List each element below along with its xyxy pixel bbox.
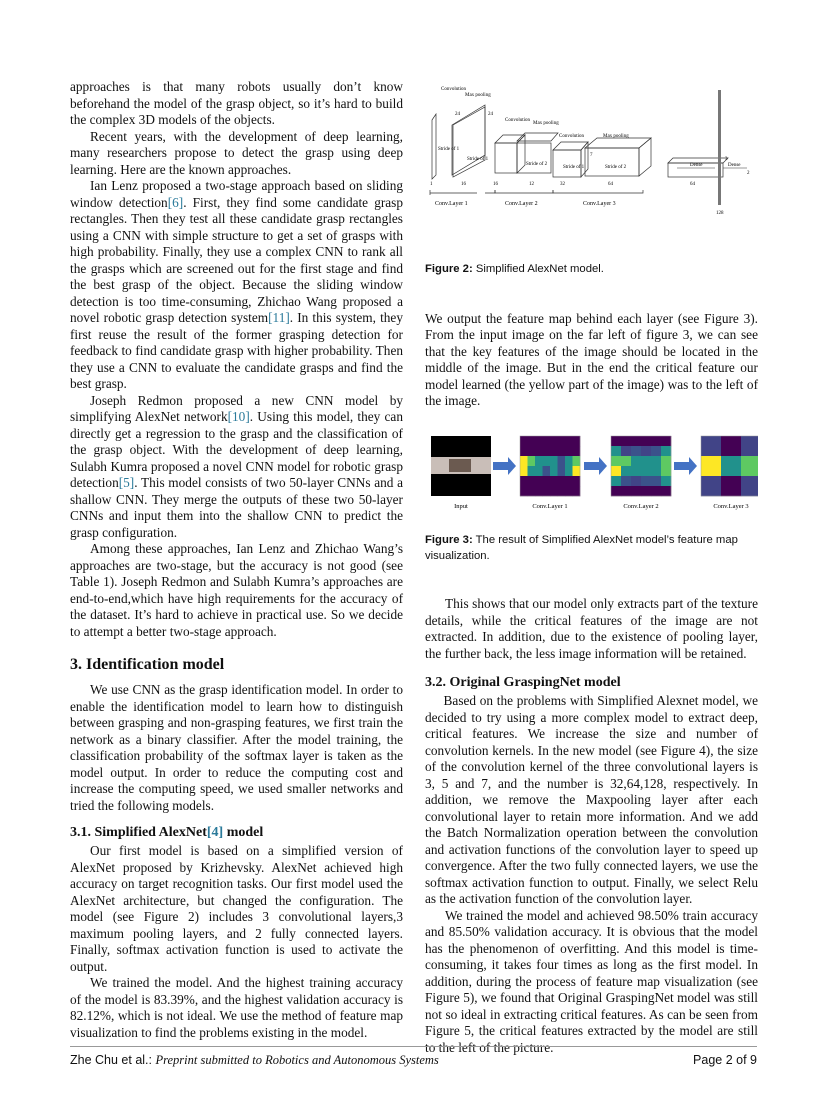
paragraph-text: Based on the problems with Simplified Alexnet model, we decided to try using a more complex model to extract deep, critical features. We increase the size and number of convolution kernels. In the new model (see Figure 4), the size of the convolution kernel of the three convolutional layers is 3, 5 and 7, and the number is 32,64,128, respectively. In addition, we remove the Maxpooling layer after each convolutional layer to retain more information. And we add the Batch Normalization operation between the convolution and activation functions of the convolution layer to speed up convergence. After the two fully connected layers, we use the softmax activation function to output. Finally, we select Relu as the activation function of the convolution layer. [425, 693, 758, 906]
footer-citation [70, 1053, 439, 1068]
section-3-heading: 3. Identification model [70, 656, 225, 673]
section-3-1-heading [70, 824, 403, 841]
conv2-cell [621, 486, 631, 496]
conv3-cell [721, 456, 741, 476]
conv2-cell [621, 476, 631, 486]
label-convolution: Convolution [559, 134, 585, 139]
conv2-cell [661, 446, 671, 456]
conv2-cell [621, 456, 631, 466]
paragraph-text: Our first model is based on a simplified version of AlexNet proposed by Krizhevsky. AlexNet achieved high accuracy on target recognition tasks. Our first model used the AlexNet architecture, but changed the configuration. The model (see Figure 2) includes 3 convolutional layers,3 maximum pooling layers, and 2 fully connected layers. Finally, softmax activation function is used to activate the output. [70, 843, 403, 974]
conv1-cell [573, 476, 581, 486]
caption-label: Figure 2: [425, 262, 473, 275]
conv1-cell [565, 456, 573, 466]
paragraph-text: . Using this model, they can directly get a regression to the grasp and the classification of the grasp object. With the development of deep learning, Sulabh Kumra proposed a novel CNN model for robotic grasp detection [70, 409, 403, 490]
paragraph [425, 596, 758, 662]
conv2-cell [651, 476, 661, 486]
conv1-cell [535, 476, 543, 486]
figure-3-discussion [425, 596, 758, 662]
conv1-cell [528, 486, 536, 496]
dim-label: 16 [461, 182, 466, 187]
paragraph-text: We trained the model. And the highest training accuracy of the model is 83.39%, and the highest validation accuracy is 82.12%, which is not ideal. We use the method of feature map visualization to find the problems existing in the model. [70, 975, 403, 1040]
paragraph-text: . This model consists of two 50-layer CNNs and a shallow CNN. They merge the outputs of these two 50-layer CNNs and input them into the shallow CNN to predict the grasp configuration. [70, 475, 403, 540]
conv1-cell [550, 466, 558, 476]
conv2-cell [641, 486, 651, 496]
conv1-cell [573, 436, 581, 446]
citation-link[interactable]: [10] [227, 409, 250, 424]
label-stride: Stride of 1 [438, 147, 460, 152]
conv2-cell [621, 466, 631, 476]
conv3-cell [701, 456, 721, 476]
paragraph-text: approaches is that many robots usually don’t know beforehand the model of the grasp object, so it’s hard to build the complex 3D models of the objects. [70, 79, 403, 127]
footer-venue: Preprint submitted to Robotics and Autonomous Systems [155, 1053, 439, 1067]
paragraph-text: We output the feature map behind each layer (see Figure 3). From the input image on the far left of figure 3, we can see that the key features of the image should be located in the middle of the image. But in the end the critical feature our model learned (the yellow part of the image) was to the left of the image. [425, 310, 758, 408]
conv2-cell [661, 436, 671, 446]
conv1-cell [558, 476, 566, 486]
paragraph [425, 908, 758, 1057]
arrow-right-icon [493, 457, 516, 475]
conv2-cell [651, 466, 661, 476]
section-3-1-paragraphs [70, 843, 403, 1041]
caption-label: Figure 3: [425, 534, 473, 546]
paragraph-text: Ian Lenz proposed a two-stage approach based on sliding window detection [70, 178, 403, 210]
figure-3-feature-maps [425, 426, 758, 516]
conv1-cell [520, 466, 528, 476]
conv1-cell [558, 446, 566, 456]
conv2-cell [661, 466, 671, 476]
figure-3-caption [425, 532, 758, 564]
label-stride: Stride of 1 [563, 165, 585, 170]
conv1-cell [535, 486, 543, 496]
conv2-cell [641, 436, 651, 446]
conv1-cell [550, 456, 558, 466]
conv2-cell [611, 456, 621, 466]
paragraph-text: . First, they find some candidate grasp rectangles. Then they test all these candidate grasp rectangles using a CNN with simple structure to get a set of grasps with high probability. Finally, they use a complex CNN to rank all the grasps which are screened out for the first stage and find the best grasp of the object. Because the sliding window detection is too time-consuming, Zhichao Wang proposed a novel robotic grasp detection system [70, 194, 403, 325]
paragraph-text: We use CNN as the grasp identification model. In order to enable the identification model to learn how to distinguish between grasping and non-grasping features, we first train the network as a binary classifier. After the model training, the classification probability of the softmax layer is taken as the model output. In order to reduce the computing cost and increase the computing speed, we used smaller networks and tried the following models. [70, 682, 403, 813]
conv1-cell [520, 456, 528, 466]
conv1-cell [520, 436, 528, 446]
conv3-cell [701, 436, 721, 456]
label-stride: Stride of 2 [526, 162, 548, 167]
dim-label: 32 [560, 182, 565, 187]
conv2-cell [661, 486, 671, 496]
paragraph-text: Among these approaches, Ian Lenz and Zhichao Wang’s approaches are two-stage, but the accuracy is not good (see Table 1). Joseph Redmon and Sulabh Kumra’s approaches are end-to-end,which have high requirements for the accuracy of the dataset. It’s hard to achieve in practical use. So we decide to attempt a better two-stage approach. [70, 541, 403, 639]
conv1-cell [573, 466, 581, 476]
dim-label: 2 [747, 171, 750, 176]
conv2-cell [611, 486, 621, 496]
label-maxpooling: Max pooling [465, 93, 491, 98]
conv1-cell [543, 446, 551, 456]
conv1-cell [565, 486, 573, 496]
label-maxpooling: Max pooling [603, 134, 629, 139]
group-label: Conv.Layer 2 [505, 201, 538, 207]
citation-link[interactable]: [5] [118, 475, 135, 490]
conv1-cell [565, 446, 573, 456]
paragraph [70, 129, 403, 179]
dim-label: 64 [608, 182, 613, 187]
page-number: Page 2 of 9 [693, 1053, 757, 1067]
conv1-cell [550, 446, 558, 456]
section-3-paragraphs [70, 682, 403, 814]
citation-link[interactable]: [11] [268, 310, 290, 325]
label-dense: Dense [728, 163, 741, 168]
label-dense: Dense [690, 163, 703, 168]
conv2-cell [651, 446, 661, 456]
dim-label: 12 [529, 182, 534, 187]
conv3-cell [721, 476, 741, 496]
conv2-cell [621, 446, 631, 456]
paragraph-text: This shows that our model only extracts part of the texture details, while the critical features of the image are not extracted. In addition, due to the existence of pooling layer, the further back, the less image information will be retained. [425, 596, 758, 661]
paragraph [70, 393, 403, 542]
label-stride: Stride of 1 [467, 157, 489, 162]
conv1-cell [543, 476, 551, 486]
conv1-cell [550, 436, 558, 446]
footer-authors: Zhe Chu et al.: [70, 1053, 156, 1067]
paragraph [70, 682, 403, 814]
conv1-cell [535, 446, 543, 456]
conv2-cell [651, 456, 661, 466]
left-column [70, 79, 403, 1041]
conv2-cell [631, 446, 641, 456]
conv1-cell [543, 486, 551, 496]
conv1-cell [535, 456, 543, 466]
panel-label: Conv.Layer 1 [532, 502, 568, 510]
group-label: Conv.Layer 3 [583, 201, 616, 207]
paragraph [70, 178, 403, 393]
caption-text: The result of Simplified AlexNet model’s feature map visualization. [425, 534, 738, 562]
figure-discussion-paragraphs [425, 311, 758, 410]
conv1-cell [565, 436, 573, 446]
dim-label: 24 [488, 112, 493, 117]
conv1-cell [550, 486, 558, 496]
conv1-cell [565, 466, 573, 476]
section-3-2-heading: 3.2. Original GraspingNet model [425, 675, 621, 690]
conv2-cell [611, 476, 621, 486]
dense-layer-bar [718, 90, 721, 205]
paragraph [70, 79, 403, 129]
panel-label: Input [454, 502, 468, 510]
section-3-2-paragraphs [425, 693, 758, 1056]
conv2-cell [641, 446, 651, 456]
conv1-cell [550, 476, 558, 486]
paragraph-text: Recent years, with the development of deep learning, many researchers propose to detect the grasp using deep learning. Here are the known approaches. [70, 128, 403, 177]
conv2-cell [641, 456, 651, 466]
heading-text: 3.1. Simplified AlexNet [70, 825, 207, 840]
conv2-cell [621, 436, 631, 446]
conv1-cell [520, 486, 528, 496]
conv1-cell [535, 466, 543, 476]
arrow-right-icon [674, 457, 697, 475]
dim-label: 7 [590, 153, 593, 158]
heading-text: model [223, 825, 264, 840]
panel-label: Conv.Layer 3 [713, 502, 749, 510]
conv1-cell [543, 436, 551, 446]
conv2-cell [631, 456, 641, 466]
intro-paragraphs [70, 79, 403, 640]
conv1-cell [528, 436, 536, 446]
arrow-right-icon [584, 457, 607, 475]
conv1-cell [558, 486, 566, 496]
conv1-cell [558, 466, 566, 476]
conv2-cell [611, 436, 621, 446]
group-label: Conv.Layer 1 [435, 201, 468, 207]
conv1-cell [573, 456, 581, 466]
conv1-cell [528, 446, 536, 456]
paragraph [70, 843, 403, 975]
label-convolution: Convolution [441, 87, 467, 92]
conv1-cell [565, 476, 573, 486]
conv3-cell [721, 436, 741, 456]
label-convolution: Convolution [505, 118, 531, 123]
conv2-cell [631, 476, 641, 486]
conv2-cell [661, 476, 671, 486]
dim-label: 16 [493, 182, 498, 187]
dim-label: 3 [725, 157, 728, 162]
figure-2-caption [425, 261, 758, 277]
conv1-cell [543, 466, 551, 476]
conv1-cell [528, 456, 536, 466]
paragraph [425, 693, 758, 908]
paragraph [70, 975, 403, 1041]
paragraph-text: We trained the model and achieved 98.50% train accuracy and 85.50% validation accuracy. It is obvious that the model has the phenomenon of overfitting. And this model is time-consuming, it takes four times as long as the first model. In addition, during the process of feature map visualization (see Figure 5), we found that Original GraspingNet model was still not so ideal in extracting critical features. As can be seen from Figure 5, the critical features extracted by the model are still to the left of the picture. [425, 907, 758, 1055]
conv1-cell [558, 436, 566, 446]
conv3-cell [701, 476, 721, 496]
dim-label: 64 [690, 182, 695, 187]
conv3-cell [741, 456, 758, 476]
conv1-cell [573, 446, 581, 456]
conv2-cell [651, 436, 661, 446]
conv1-cell [543, 456, 551, 466]
conv2-cell [611, 466, 621, 476]
conv2-cell [611, 446, 621, 456]
citation-link[interactable]: [4] [206, 825, 224, 840]
conv2-cell [661, 456, 671, 466]
paragraph-text: Joseph Redmon proposed a new CNN model by simplifying AlexNet network [70, 392, 403, 424]
conv1-cell [558, 456, 566, 466]
paragraph [425, 311, 758, 410]
figure-2-diagram [425, 80, 758, 220]
citation-link[interactable]: [6] [167, 194, 184, 210]
dim-label: 128 [716, 211, 724, 216]
paragraph [70, 541, 403, 640]
conv2-cell [631, 436, 641, 446]
conv1-cell [528, 466, 536, 476]
paragraph-text: . In this system, they first reuse the result of the former grasping detection for feedback to find candidate grasp with higher probability. Then they use a CNN to evaluate the candidate grasps and find the best grasp. [70, 310, 403, 391]
conv3-cell [741, 436, 758, 456]
conv2-cell [651, 486, 661, 496]
conv3-cell [741, 476, 758, 496]
input-object [449, 459, 471, 472]
conv2-cell [641, 476, 651, 486]
conv2-cell [631, 466, 641, 476]
label-maxpooling: Max pooling [533, 121, 559, 126]
dim-label: 24 [455, 112, 460, 117]
dim-label: 1 [430, 182, 433, 187]
conv1-cell [535, 436, 543, 446]
input-layer-shape [432, 114, 436, 179]
conv2-cell [641, 466, 651, 476]
conv1-cell [573, 486, 581, 496]
right-column [425, 80, 758, 1056]
panel-label: Conv.Layer 2 [623, 502, 659, 510]
conv2-cell [631, 486, 641, 496]
label-stride: Stride of 2 [605, 165, 627, 170]
conv1-cell [520, 446, 528, 456]
caption-text: Simplified AlexNet model. [472, 262, 604, 275]
conv1-cell [528, 476, 536, 486]
page-footer [70, 1046, 757, 1068]
conv1-cell [520, 476, 528, 486]
